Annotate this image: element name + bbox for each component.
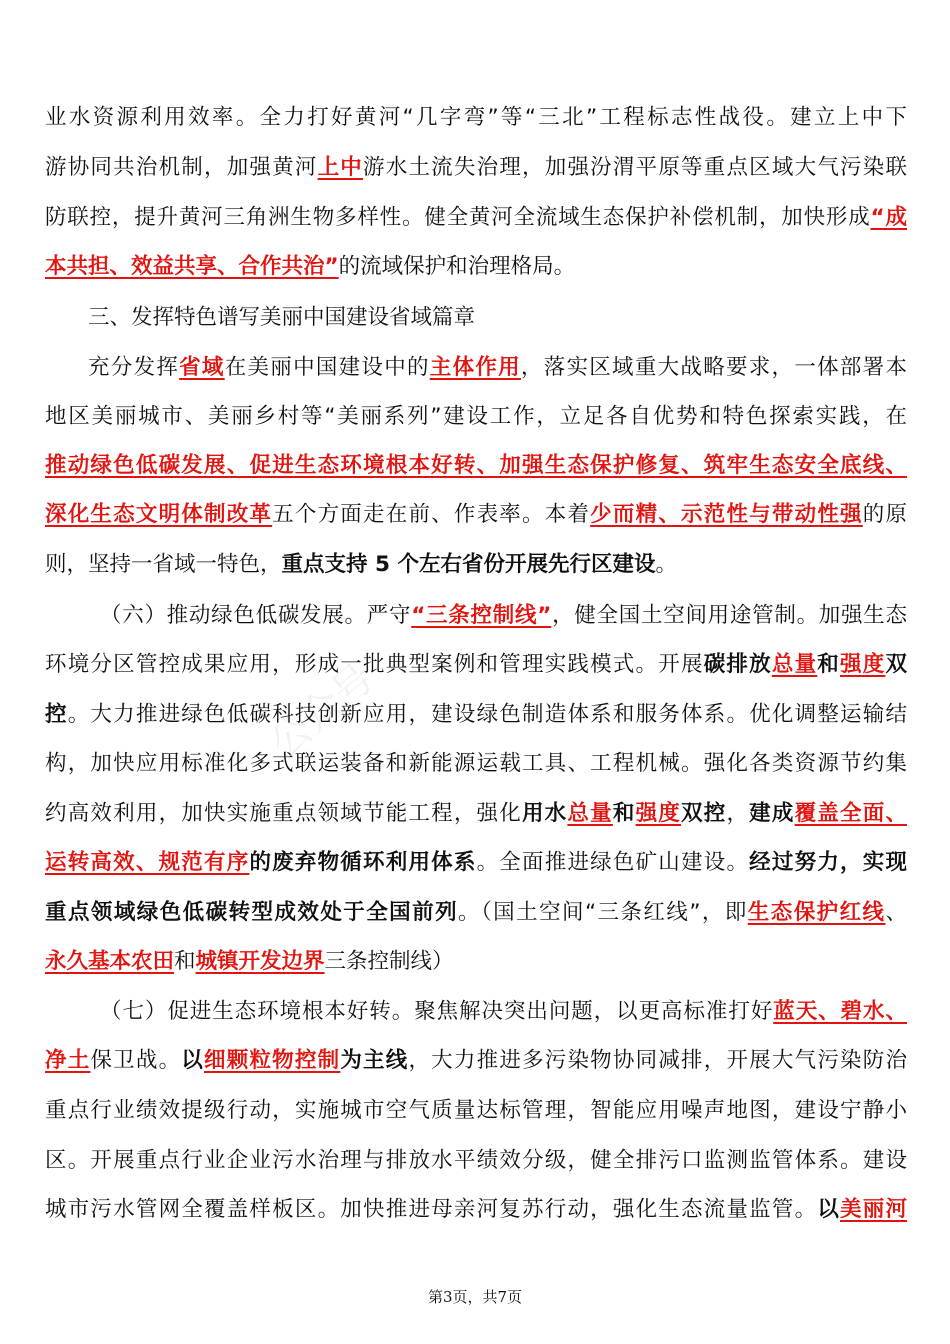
text-line: 重点行业绩效提级行动，实施城市空气质量达标管理，智能应用噪声地图，建设宁静小 <box>45 1098 907 1123</box>
text-line: 城市污水管网全覆盖样板区。加快推进母亲河复苏行动，强化生态流量监管。以美丽河 <box>45 1197 907 1222</box>
section-heading: 三、发挥特色谱写美丽中国建设省域篇章 <box>88 305 476 330</box>
text-line: 本共担、效益共享、合作共治”的流域保护和治理格局。 <box>45 254 576 279</box>
text-line: 地区美丽城市、美丽乡村等“美丽系列”建设工作，立足各自优势和特色探索实践，在 <box>45 404 907 429</box>
text-line: 游协同共治机制，加强黄河上中游水土流失治理，加强汾渭平原等重点区域大气污染联 <box>45 155 907 180</box>
text-line: 永久基本农田和城镇开发边界三条控制线） <box>45 949 454 974</box>
text-line: 构，加快应用标准化多式联运装备和新能源运载工具、工程机械。强化各类资源节约集 <box>45 751 907 776</box>
text-line: 深化生态文明体制改革五个方面走在前、作表率。本着少而精、示范性与带动性强的原 <box>45 502 907 527</box>
text-line: 充分发挥省域在美丽中国建设中的主体作用，落实区域重大战略要求，一体部署本 <box>88 355 907 380</box>
text-line: 防联控，提升黄河三角洲生物多样性。健全黄河全流域生态保护补偿机制，加快形成“成 <box>45 205 907 230</box>
text-line: （六）推动绿色低碳发展。严守“三条控制线”，健全国土空间用途管制。加强生态 <box>100 603 907 628</box>
text-line: 业水资源利用效率。全力打好黄河“几字弯”等“三北”工程标志性战役。建立上中下 <box>45 105 907 130</box>
text-line: 约高效利用，加快实施重点领域节能工程，强化用水总量和强度双控，建成覆盖全面、 <box>45 801 907 826</box>
text-line: 运转高效、规范有序的废弃物循环利用体系。全面推进绿色矿山建设。经过努力，实现 <box>45 850 907 875</box>
text-line: 控。大力推进绿色低碳科技创新应用，建设绿色制造体系和服务体系。优化调整运输结 <box>45 702 907 727</box>
watermark: 公众号 <box>261 654 383 768</box>
page-footer: 第3页，共7页 <box>427 1288 523 1306</box>
text-line: 推动绿色低碳发展、促进生态环境根本好转、加强生态保护修复、筑牢生态安全底线、 <box>45 453 907 478</box>
text-line: 则，坚持一省域一特色，重点支持 5 个左右省份开展先行区建设。 <box>45 552 677 577</box>
text-line: 区。开展重点行业企业污水治理与排放水平绩效分级，健全排污口监测监管体系。建设 <box>45 1148 907 1173</box>
text-line: 重点领域绿色低碳转型成效处于全国前列。（国土空间“三条红线”，即生态保护红线、 <box>45 900 907 925</box>
text-line: 环境分区管控成果应用，形成一批典型案例和管理实践模式。开展碳排放总量和强度双 <box>45 652 907 677</box>
text-line: 净土保卫战。以细颗粒物控制为主线，大力推进多污染物协同减排，开展大气污染防治 <box>45 1048 907 1073</box>
text-line: （七）促进生态环境根本好转。聚焦解决突出问题，以更高标准打好蓝天、碧水、 <box>100 999 907 1024</box>
